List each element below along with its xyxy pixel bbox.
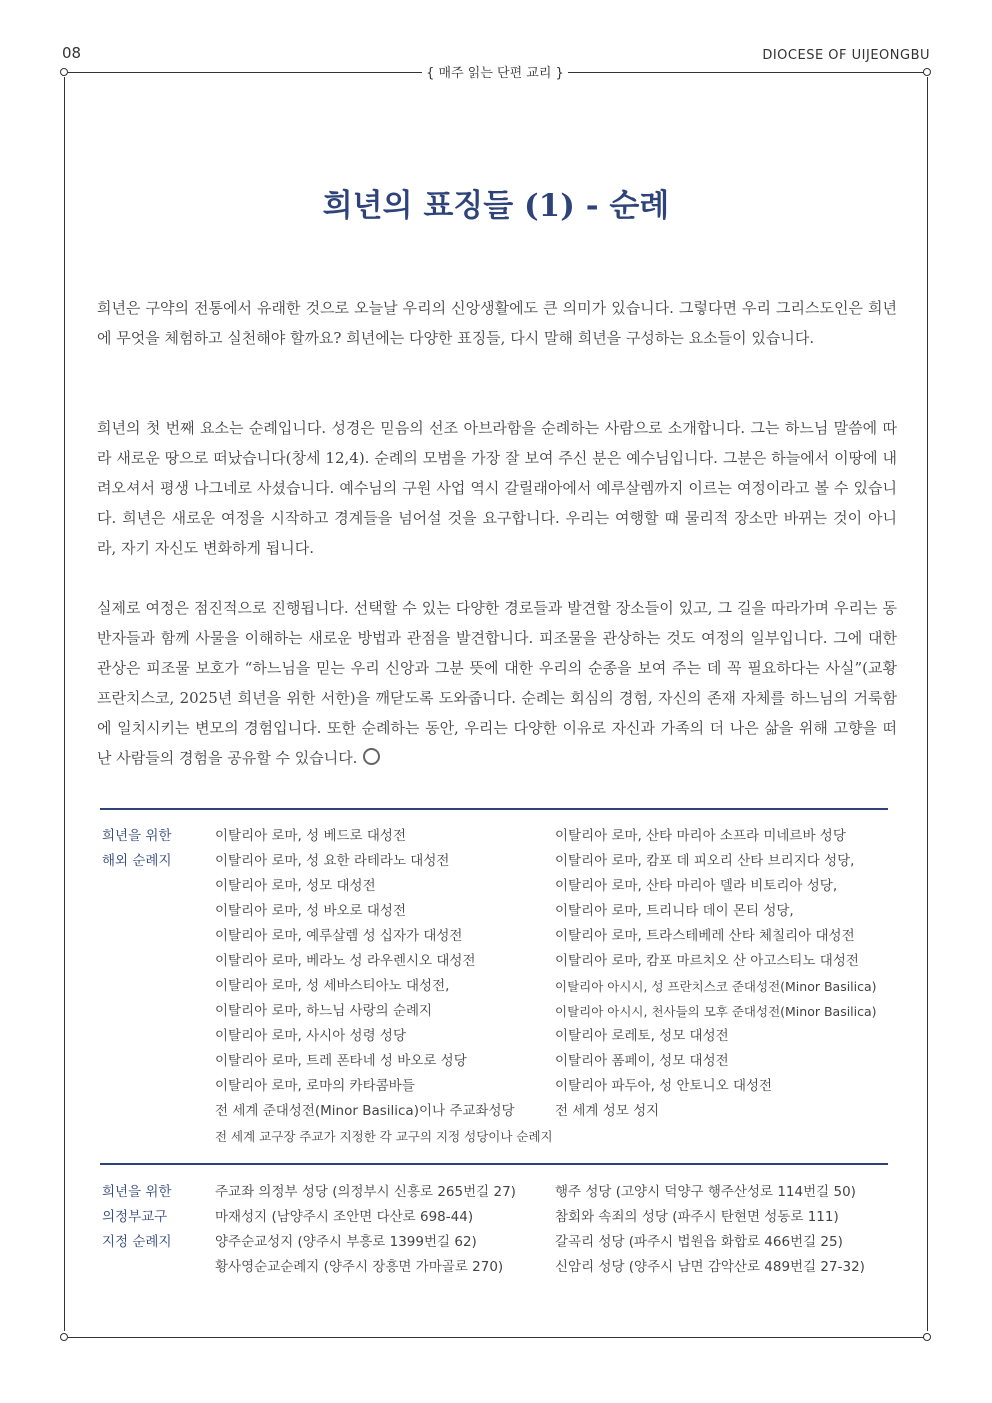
overseas-list-left [215, 824, 553, 1149]
list-item: 이탈리아 로마, 성 세바스티아노 대성전, [215, 978, 450, 994]
paragraph-3 [97, 593, 897, 773]
list-item: 이탈리아 파두아, 성 안토니오 대성전 [555, 1078, 773, 1094]
frame-corner-top-left [60, 68, 68, 76]
frame-left-line [64, 77, 65, 1331]
list-item: 이탈리아 로마, 산타 마리아 델라 비토리아 성당, [555, 878, 838, 894]
list-item: 이탈리아 로마, 성 요한 라테라노 대성전 [215, 853, 450, 869]
frame-corner-bottom-left [60, 1333, 68, 1341]
section-divider [100, 808, 888, 810]
list-item: 이탈리아 로마, 트라스테베레 산타 체칠리아 대성전 [555, 928, 855, 944]
list-item: 이탈리아 로레토, 성모 대성전 [555, 1028, 729, 1044]
overseas-list-right [555, 824, 877, 1124]
diocese-name: DIOCESE OF UIJEONGBU [762, 48, 930, 63]
list-item: 이탈리아 로마, 베라노 성 라우렌시오 대성전 [215, 953, 476, 969]
list-item: 신암리 성당 (양주시 남면 감악산로 489번길 27-32) [555, 1259, 865, 1275]
list-item: 주교좌 의정부 성당 (의정부시 신흥로 265번길 27) [215, 1184, 516, 1200]
article-title: 희년의 표징들 (1) - 순례 [322, 188, 670, 224]
list-item: 양주순교성지 (양주시 부흥로 1399번길 62) [215, 1234, 477, 1250]
list-item: 이탈리아 로마, 예루살렘 성 십자가 대성전 [215, 928, 463, 944]
list-item: 이탈리아 로마, 사시아 성령 성당 [215, 1028, 406, 1044]
overseas-label-line-1: 희년을 위한 [102, 828, 172, 844]
list-item: 전 세계 교구장 주교가 지정한 각 교구의 지정 성당이나 순례지 [215, 1129, 553, 1144]
list-item: 이탈리아 폼페이, 성모 대성전 [555, 1053, 729, 1069]
frame-corner-top-right [923, 68, 931, 76]
list-item: 이탈리아 로마, 트레 폰타네 성 바오로 성당 [215, 1053, 467, 1069]
section-divider [100, 1163, 888, 1165]
list-item: 이탈리아 로마, 성 베드로 대성전 [215, 828, 406, 844]
list-item: 이탈리아 로마, 로마의 카타콤바들 [215, 1078, 415, 1094]
list-item: 이탈리아 로마, 성모 대성전 [215, 878, 376, 894]
list-item: 이탈리아 로마, 하느님 사랑의 순례지 [215, 1003, 433, 1019]
list-item: 이탈리아 로마, 산타 마리아 소프라 미네르바 성당 [555, 828, 846, 844]
paragraph-1: 희년은 구약의 전통에서 유래한 것으로 오늘날 우리의 신앙생활에도 큰 의미가 있습니다. 그렇다면 우리 그리스도인은 희년에 무엇을 체험하고 실천해야 할까요? 희년에는 다양한 표징들, 다시 말해 희년을 구성하는 요소들이 있습니다. [97, 299, 897, 347]
frame-corner-bottom-right [923, 1333, 931, 1341]
frame-bottom-line [68, 1337, 924, 1338]
diocese-section-label [102, 1180, 172, 1255]
list-item: 이탈리아 아시시, 천사들의 모후 준대성전(Minor Basilica) [555, 1004, 877, 1019]
list-item: 이탈리아 로마, 트리니타 데이 몬티 성당, [555, 903, 794, 919]
frame-top-right-line [568, 72, 924, 73]
list-item: 전 세계 준대성전(Minor Basilica)이나 주교좌성당 [215, 1103, 515, 1119]
list-item: 참회와 속죄의 성당 (파주시 탄현면 성동로 111) [555, 1209, 839, 1225]
paragraph-3-text: 실제로 여정은 점진적으로 진행됩니다. 선택할 수 있는 다양한 경로들과 발견할 장소들이 있고, 그 길을 따라가며 우리는 동반자들과 함께 사물을 이해하는 새로운 방법과 관점을 발견합니다. 피조물을 관상하는 것도 여정의 일부입니다. 그에 대한 관상은 피조물 보호가 “하느님을 믿는 우리 신앙과 그분 뜻에 대한 우리의 순종을 보여 주는 데 꼭 필요하다는 사실”(교황 프란치스코, 2025년 희년을 위한 서한)을 깨닫도록 도와줍니다. 순례는 회심의 경험, 자신의 존재 자체를 하느님의 거룩함에 일치시키는 변모의 경험입니다. 또한 순례하는 동안, 우리는 다양한 이유로 자신과 가족의 더 나은 삶을 위해 고향을 떠난 사람들의 경험을 공유할 수 있습니다. [97, 599, 897, 767]
diocese-list-right [555, 1180, 865, 1280]
page-number: 08 [62, 44, 82, 62]
end-mark-icon [363, 748, 380, 765]
diocese-label-line-1: 희년을 위한 [102, 1184, 172, 1200]
diocese-label-line-3: 지정 순례지 [102, 1234, 172, 1250]
section-header-label: { 매주 읽는 단편 교리 } [426, 66, 564, 81]
diocese-list-left [215, 1180, 516, 1280]
paragraph-2: 희년의 첫 번째 요소는 순례입니다. 성경은 믿음의 선조 아브라함을 순례하는 사람으로 소개합니다. 그는 하느님 말씀에 따라 새로운 땅으로 떠났습니다(창세 12,4). 순례의 모범을 가장 잘 보여 주신 분은 예수님입니다. 그분은 하늘에서 이땅에 내려오셔서 평생 나그네로 사셨습니다. 예수님의 구원 사업 역시 갈릴래아에서 예루살렘까지 이르는 여정이라고 볼 수 있습니다. 희년은 새로운 여정을 시작하고 경계들을 넘어설 것을 요구합니다. 우리는 여행할 때 물리적 장소만 바뀌는 것이 아니라, 자기 자신도 변화하게 됩니다. [97, 419, 897, 557]
list-item: 황사영순교순례지 (양주시 장흥면 가마골로 270) [215, 1259, 504, 1275]
list-item: 갈곡리 성당 (파주시 법원읍 화합로 466번길 25) [555, 1234, 843, 1250]
list-item: 이탈리아 아시시, 성 프란치스코 준대성전(Minor Basilica) [555, 979, 877, 994]
frame-right-line [927, 77, 928, 1331]
frame-top-left-line [68, 72, 422, 73]
overseas-label-line-2: 해외 순례지 [102, 853, 172, 869]
list-item: 이탈리아 로마, 성 바오로 대성전 [215, 903, 406, 919]
list-item: 행주 성당 (고양시 덕양구 행주산성로 114번길 50) [555, 1184, 856, 1200]
list-item: 이탈리아 로마, 캄포 마르치오 산 아고스티노 대성전 [555, 953, 859, 969]
overseas-section-label [102, 824, 172, 874]
list-item: 전 세계 성모 성지 [555, 1103, 660, 1119]
list-item: 이탈리아 로마, 캄포 데 피오리 산타 브리지다 성당, [555, 853, 855, 869]
diocese-label-line-2: 의정부교구 [102, 1209, 168, 1225]
list-item: 마재성지 (남양주시 조안면 다산로 698-44) [215, 1209, 474, 1225]
